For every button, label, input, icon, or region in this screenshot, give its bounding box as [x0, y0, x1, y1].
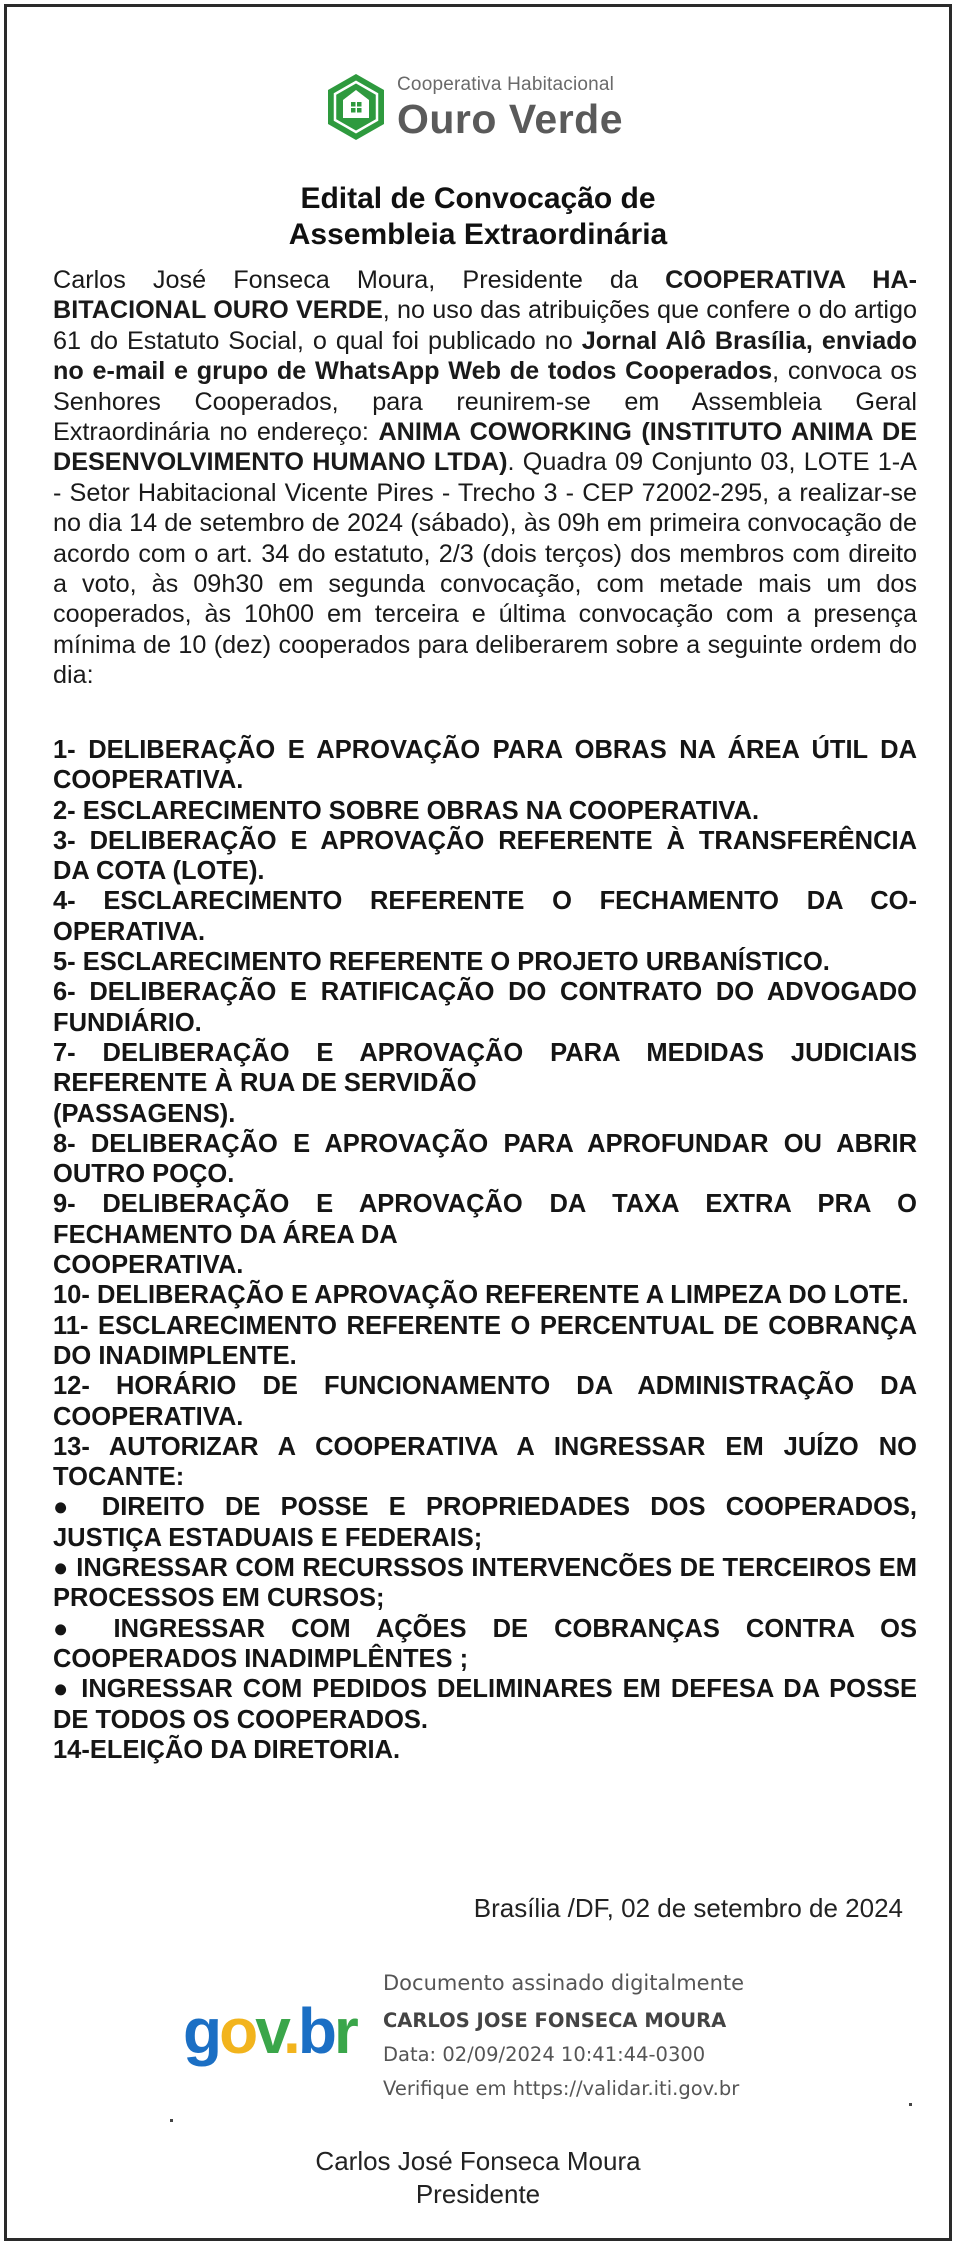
agenda-item: 4- ESCLARECIMENTO REFERENTE O FECHAMENTO DA COOPERATIVA. [53, 887, 917, 946]
agenda-item: 5- ESCLARECIMENTO REFERENTE O PROJETO URBANÍSTICO. [53, 948, 830, 977]
speck [170, 2119, 173, 2122]
agenda-item: 2- ESCLARECIMENTO SOBRE OBRAS NA COOPERATIVA. [53, 796, 760, 825]
agenda-item: 6- DELIBERAÇÃO E RATIFICAÇÃO DO CONTRATO DO ADVOGADO FUNDIÁRIO. [53, 978, 917, 1037]
signer-role: Presidente [415, 2179, 541, 2209]
title-line-2: Assembleia Extraordinária [288, 218, 668, 251]
digital-signature-block [383, 1963, 853, 2107]
notice-title [7, 181, 949, 253]
agenda-item: 14-ELEIÇÃO DA DIRETORIA. [53, 1735, 401, 1764]
agenda-item: 7- DELIBERAÇÃO E APROVAÇÃO PARA MEDIDAS JUDICIAIS REFERENTE À RUA DE SERVIDÃO (PASSAGENS). [53, 1038, 917, 1128]
signature-heading: Documento assinado digitalmente [383, 1971, 745, 1995]
agenda-item: 9- DELIBERAÇÃO E APROVAÇÃO DA TAXA EXTRA PRA O FECHAMENTO DA ÁREA DA COOPERATIVA. [53, 1190, 917, 1280]
intro-text-1: Carlos José Fonseca Moura, Presidente da [53, 266, 666, 294]
logo-name: Ouro Verde [397, 96, 624, 142]
notice-frame [4, 4, 952, 2241]
signer-block [7, 2145, 949, 2211]
cooperative-logo [325, 57, 665, 157]
intro-text-4: . Quadra 09 Conjunto 03, LOTE 1-A - Setor Habitacional Vicente Pires - Trecho 3 - CEP 72002-295, a realizar-se no dia 14 de setembro de 2024 (sábado), às 09h em primeira convocação de acordo com o art. 34 do estatuto, 2/3 (dois terços) dos membros com direito a voto, às 09h30 em segunda convocação, com metade mais um dos cooperados, às 10h00 em terceira e última convocação com a presença mínima de 10 (dez) cooperados para deliberarem sobre a seguinte ordem do dia: [53, 448, 917, 690]
logo-subtitle: Cooperativa Habitacional [397, 74, 615, 95]
govbr-logo [183, 1995, 373, 2075]
svg-text:gov.br: gov.br [183, 1995, 356, 2067]
signer-name: Carlos José Fonseca Moura [315, 2146, 641, 2176]
agenda-bullet-item: ● INGRESSAR COM PEDIDOS DELIMINARES EM DEFESA DA POSSE DE TODOS OS COOPERADOS. [53, 1675, 917, 1734]
agenda-list [53, 735, 917, 1765]
agenda-item: 1- DELIBERAÇÃO E APROVAÇÃO PARA OBRAS NA ÁREA ÚTIL DA COOPERATIVA. [53, 736, 917, 795]
agenda-item: 10- DELIBERAÇÃO E APROVAÇÃO REFERENTE A LIMPEZA DO LOTE. [53, 1281, 909, 1310]
signature-verify-link[interactable]: Verifique em https://validar.iti.gov.br [383, 2077, 740, 2100]
agenda-item: 3- DELIBERAÇÃO E APROVAÇÃO REFERENTE À TRANSFERÊNCIA DA COTA (LOTE). [53, 826, 917, 886]
house-hexagon-icon [325, 72, 387, 142]
intro-bold-3: ANIMA COWORKING (INSTITUTO ANIMA DE DESENVOLVIMENTO HUMANO LTDA) [53, 418, 917, 477]
speck [909, 2103, 912, 2106]
intro-bold-2: Jornal Alô Brasília, enviado no e-mail e grupo de WhatsApp Web de todos Cooperados [53, 326, 917, 386]
intro-text-2: , no uso das atribuições que confere o do artigo 61 do Estatuto Social, o qual foi publicado no [53, 296, 917, 355]
intro-text-3: , convoca os Senhores Cooperados, para reunirem-se em Assembleia Geral Extraordinária no endereço: [53, 357, 917, 447]
agenda-bullet-item: ● DIREITO DE POSSE E PROPRIEDADES DOS COOPERADOS, JUSTIÇA ESTADUAIS E FEDERAIS; [53, 1493, 917, 1552]
title-line-1: Edital de Convocação de [300, 182, 656, 215]
intro-paragraph [53, 265, 917, 691]
agenda-bullet-item: ● INGRESSAR COM AÇÕES DE COBRANÇAS CONTRA OS COOPERADOS INADIMPLÊNTES ; [53, 1614, 917, 1673]
place-date-line: Brasília /DF, 02 de setembro de 2024 [473, 1893, 903, 1923]
signature-name: CARLOS JOSE FONSECA MOURA [383, 2009, 727, 2032]
agenda-item: 13- AUTORIZAR A COOPERATIVA A INGRESSAR EM JUÍZO NO TOCANTE: [53, 1432, 917, 1492]
agenda-bullet-item: ● INGRESSAR COM RECURSSOS INTERVENCÕES DE TERCEIROS EM PROCESSOS EM CURSOS; [53, 1554, 917, 1613]
agenda-item: 11- ESCLARECIMENTO REFERENTE O PERCENTUAL DE COBRANÇA DO INADIMPLENTE. [53, 1311, 917, 1370]
agenda-item: 12- HORÁRIO DE FUNCIONAMENTO DA ADMINISTRAÇÃO DA COOPERATIVA. [53, 1372, 917, 1431]
signature-date: Data: 02/09/2024 10:41:44-0300 [383, 2043, 706, 2066]
agenda-item: 8- DELIBERAÇÃO E APROVAÇÃO PARA APROFUNDAR OU ABRIR OUTRO POÇO. [53, 1129, 917, 1189]
intro-bold-1: COOPERATIVA HABITACIONAL OURO VERDE [53, 266, 917, 325]
